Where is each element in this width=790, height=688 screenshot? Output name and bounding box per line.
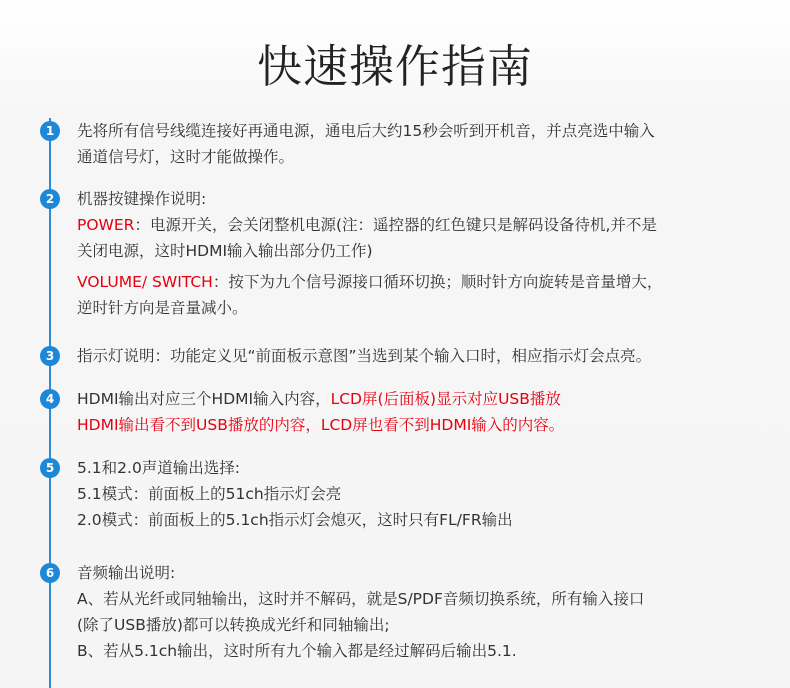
step-number-badge: 2 <box>40 189 60 209</box>
guide-item-text <box>77 386 777 438</box>
guide-item-text <box>77 343 777 369</box>
text-line: 5.1模式：前面板上的51ch指示灯会亮 <box>77 485 342 503</box>
step-number-badge: 4 <box>40 389 60 409</box>
text-line-highlight: HDMI输出看不到USB播放的内容，LCD屏也看不到HDMI输入的内容。 <box>77 416 565 434</box>
step-number-badge: 6 <box>40 563 60 583</box>
step-number-badge: 5 <box>40 458 60 478</box>
guide-item-text <box>77 186 777 321</box>
step-number-badge: 3 <box>40 346 60 366</box>
text-line: 指示灯说明：功能定义见“前面板示意图”当选到某个输入口时，相应指示灯会点亮。 <box>77 347 652 365</box>
text-line: (除了USB播放)都可以转换成光纤和同轴输出; <box>77 616 390 634</box>
text-line: 关闭电源，这时HDMI输入输出部分仍工作) <box>77 242 373 260</box>
text-line <box>77 269 777 295</box>
power-label: POWER <box>77 216 135 234</box>
guide-item-text <box>77 118 777 170</box>
text-line: 逆时针方向是音量减小。 <box>77 299 248 317</box>
text-highlight: LCD屏(后面板)显示对应USB播放 <box>330 390 561 408</box>
text-line: 2.0模式：前面板上的5.1ch指示灯会熄灭，这时只有FL/FR输出 <box>77 511 513 529</box>
text-line: A、若从光纤或同轴输出，这时并不解码，就是S/PDF音频切换系统，所有输入接口 <box>77 590 645 608</box>
text-line: 先将所有信号线缆连接好再通电源，通电后大约15秒会听到开机音，并点亮选中输入 <box>77 122 655 140</box>
step-number-badge: 1 <box>40 121 60 141</box>
guide-item-text <box>77 560 777 664</box>
text-line: B、若从5.1ch输出，这时所有九个输入都是经过解码后输出5.1. <box>77 642 517 660</box>
section-heading: 机器按键操作说明: <box>77 190 207 208</box>
text-normal: HDMI输出对应三个HDMI输入内容， <box>77 390 331 408</box>
text-line: 5.1和2.0声道输出选择: <box>77 459 241 477</box>
volume-desc: ：按下为九个信号源接口循环切换；顺时针方向旋转是音量增大， <box>212 273 663 291</box>
text-line <box>77 386 777 412</box>
text-line <box>77 212 777 238</box>
power-desc: ：电源开关，会关闭整机电源(注：遥控器的红色键只是解码设备待机,并不是 <box>134 216 657 234</box>
page-title: 快速操作指南 <box>256 40 533 93</box>
guide-item-text <box>77 455 777 533</box>
volume-switch-label: VOLUME/ SWITCH <box>77 273 213 291</box>
text-line: 音频输出说明: <box>77 564 176 582</box>
text-line: 通道信号灯，这时才能做操作。 <box>77 148 295 166</box>
